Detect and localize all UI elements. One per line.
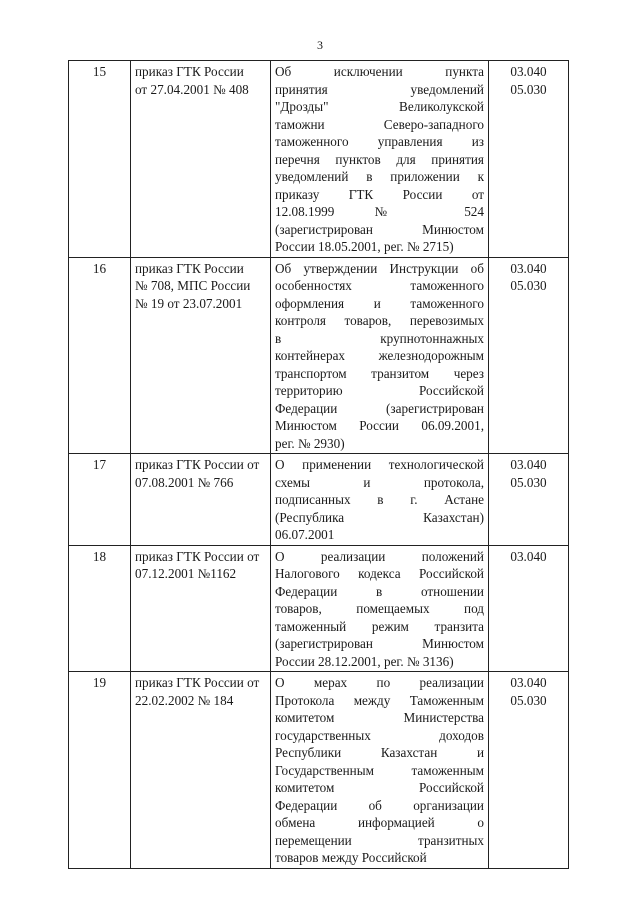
document-title-line: России 28.12.2001, рег. № 3136) <box>275 653 454 669</box>
classification-codes <box>489 672 569 869</box>
document-title-line: Протокола между Таможенным <box>275 692 484 708</box>
document-title-line: подписанных в г. Астане <box>275 492 484 507</box>
document-reference <box>131 454 271 546</box>
document-reference-line: приказ ГТК России от <box>135 675 260 690</box>
document-title-line: транспортом транзитом через <box>275 365 484 381</box>
classification-code: 05.030 <box>510 278 547 293</box>
row-number: 17 <box>69 454 131 546</box>
document-title-line: Об исключении пункта <box>275 64 484 79</box>
classification-code: 03.040 <box>510 457 547 472</box>
document-reference-line: 07.08.2001 № 766 <box>135 474 234 490</box>
document-title-line: в крупнотоннажных <box>275 330 484 346</box>
document-title <box>271 672 489 869</box>
document-reference-line: приказ ГТК России <box>135 260 244 276</box>
classification-code: 05.030 <box>510 474 547 490</box>
document-title <box>271 545 489 672</box>
document-title-line: рег. № 2930) <box>275 435 345 451</box>
document-reference-line: № 19 от 23.07.2001 <box>135 295 243 311</box>
row-number: 19 <box>69 672 131 869</box>
document-reference <box>131 257 271 454</box>
document-title-line: оформления и таможенного <box>275 295 484 311</box>
document-title-line: (Республика Казахстан) <box>275 509 484 525</box>
table-row <box>69 257 569 454</box>
document-reference-line: приказ ГТК России <box>135 64 244 79</box>
document-title-line: Республики Казахстан и <box>275 745 484 760</box>
row-number: 16 <box>69 257 131 454</box>
classification-code: 03.040 <box>510 64 547 79</box>
document-title-line: 12.08.1999 № 524 <box>275 204 484 219</box>
classification-codes <box>489 454 569 546</box>
page-number: 3 <box>317 38 323 52</box>
document-title-line: уведомлений в приложении к <box>275 169 484 184</box>
row-number: 15 <box>69 61 131 258</box>
document-title-line: государственных доходов <box>275 727 484 743</box>
table-body <box>69 61 569 869</box>
table-row <box>69 454 569 546</box>
document-reference-line: 07.12.2001 №1162 <box>135 566 237 581</box>
classification-code: 05.030 <box>510 81 547 97</box>
classification-code: 03.040 <box>510 548 547 564</box>
document-title-line: Федерации об организации <box>275 797 484 813</box>
document-reference-line: № 708, МПС России <box>135 278 251 293</box>
document-title-line: комитетом Министерства <box>275 710 484 725</box>
document-reference <box>131 545 271 672</box>
document-title-line: Федерации в отношении <box>275 583 484 599</box>
classification-codes <box>489 545 569 672</box>
classification-codes <box>489 61 569 258</box>
document-reference-line: от 27.04.2001 № 408 <box>135 81 249 97</box>
document-title-line: обмена информацией о <box>275 815 484 830</box>
document-title-line: Федерации (зарегистрирован <box>275 400 484 416</box>
document-title-line: товаров, помещаемых под <box>275 601 484 616</box>
document-title-line: 06.07.2001 <box>275 527 335 542</box>
document-title-line: Минюстом России 06.09.2001, <box>275 418 484 433</box>
document-reference <box>131 672 271 869</box>
document-title <box>271 454 489 546</box>
classification-code: 03.040 <box>510 260 547 276</box>
classification-codes <box>489 257 569 454</box>
classification-code: 05.030 <box>510 692 547 708</box>
document-title-line: О применении технологической <box>275 457 484 472</box>
document-title-line: особенностях таможенного <box>275 278 484 293</box>
classification-code: 03.040 <box>510 675 547 690</box>
document-title-line: перемещении транзитных <box>275 832 484 848</box>
document-title-line: (зарегистрирован Минюстом <box>275 221 484 237</box>
document-title-line: товаров между Российской <box>275 850 427 865</box>
document-title-line: комитетом Российской <box>275 780 484 795</box>
document-title <box>271 257 489 454</box>
document-title-line: территорию Российской <box>275 383 484 398</box>
document-title-line: (зарегистрирован Минюстом <box>275 636 484 651</box>
table-row <box>69 672 569 869</box>
document-title-line: приказу ГТК России от <box>275 186 484 202</box>
document-reference-line: 22.02.2002 № 184 <box>135 692 234 708</box>
table-row <box>69 545 569 672</box>
table-row <box>69 61 569 258</box>
regulations-table <box>68 60 569 869</box>
document-title-line: принятия уведомлений <box>275 81 484 97</box>
document-title-line: О реализации положений <box>275 548 484 564</box>
document-title-line: Налогового кодекса Российской <box>275 566 484 581</box>
document-title-line: таможни Северо-западного <box>275 116 484 132</box>
document-title-line: контроля товаров, перевозимых <box>275 313 484 328</box>
document-title-line: Государственным таможенным <box>275 762 484 778</box>
document-reference-line: приказ ГТК России от <box>135 548 260 564</box>
document-reference <box>131 61 271 258</box>
document-title-line: таможенный режим транзита <box>275 618 484 634</box>
document-title-line: схемы и протокола, <box>275 474 484 490</box>
row-number: 18 <box>69 545 131 672</box>
document-title-line: контейнерах железнодорожным <box>275 348 484 363</box>
document-title-line: таможенного управления из <box>275 134 484 149</box>
document-title-line: "Дрозды" Великолукской <box>275 99 484 114</box>
document-title-line: О мерах по реализации <box>275 675 484 690</box>
document-title <box>271 61 489 258</box>
document-title-line: России 18.05.2001, рег. № 2715) <box>275 239 454 254</box>
document-title-line: Об утверждении Инструкции об <box>275 260 484 276</box>
document-reference-line: приказ ГТК России от <box>135 457 260 472</box>
document-title-line: перечня пунктов для принятия <box>275 151 484 167</box>
